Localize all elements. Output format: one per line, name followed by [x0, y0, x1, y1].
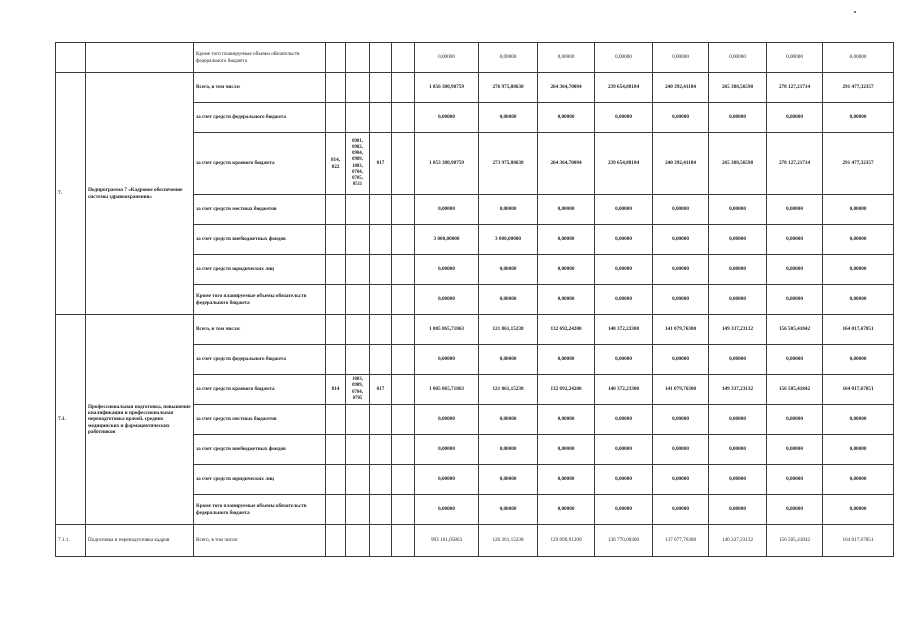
program-name-cell: Подпрограмма 7 «Кадровое обеспечение системы здравоохранения» [86, 73, 194, 315]
amount-cell: 0,00000 [595, 465, 653, 495]
row-number-cell: 7.1.1. [56, 525, 86, 557]
amount-cell: 120 361,15238 [479, 525, 538, 557]
amount-cell: 0,00000 [767, 405, 823, 435]
funding-source-cell: за счет средств федерального бюджета [194, 345, 326, 375]
amount-cell: 0,00000 [538, 225, 595, 255]
amount-cell: 0,00000 [595, 103, 653, 133]
amount-cell: 278 127,21714 [767, 73, 823, 103]
amount-cell: 0,00000 [653, 255, 709, 285]
amount-cell: 140 372,23300 [595, 375, 653, 405]
amount-cell: 1 005 865,71863 [415, 375, 479, 405]
amount-cell: 156 505,41842 [767, 315, 823, 345]
amount-cell: 0,00000 [767, 285, 823, 315]
section-code-cell [346, 195, 370, 225]
expense-type-cell [392, 43, 415, 73]
amount-cell: 0,00000 [767, 255, 823, 285]
amount-cell: 291 477,32357 [823, 133, 894, 195]
amount-cell: 240 392,41184 [653, 133, 709, 195]
amount-cell: 3 000,00000 [479, 225, 538, 255]
grbs-code-cell [326, 345, 346, 375]
amount-cell: 1 853 380,98759 [415, 133, 479, 195]
expense-type-cell [392, 285, 415, 315]
amount-cell: 0,00000 [823, 103, 894, 133]
amount-cell: 132 692,24200 [538, 315, 595, 345]
expense-type-cell [392, 345, 415, 375]
amount-cell: 1 005 865,71863 [415, 315, 479, 345]
funding-source-cell: Всего, в том числе: [194, 73, 326, 103]
grbs-code-cell: 814 [326, 375, 346, 405]
amount-cell: 0,00000 [823, 465, 894, 495]
amount-cell: 132 692,24200 [538, 375, 595, 405]
section-code-cell [346, 495, 370, 525]
table-row [56, 43, 894, 73]
section-code-cell [346, 225, 370, 255]
amount-cell: 121 861,15238 [479, 315, 538, 345]
amount-cell: 0,00000 [538, 495, 595, 525]
amount-cell: 0,00000 [823, 345, 894, 375]
amount-cell: 265 388,56598 [709, 133, 767, 195]
amount-cell: 0,00000 [479, 465, 538, 495]
amount-cell: 0,00000 [653, 285, 709, 315]
target-article-cell [370, 255, 392, 285]
target-article-cell: 017 [370, 133, 392, 195]
table-row [56, 525, 894, 557]
amount-cell: 0,00000 [709, 43, 767, 73]
amount-cell: 0,00000 [538, 255, 595, 285]
section-code-cell [346, 465, 370, 495]
amount-cell: 0,00000 [709, 405, 767, 435]
amount-cell: 0,00000 [709, 225, 767, 255]
target-article-cell: 017 [370, 375, 392, 405]
section-code-cell [346, 345, 370, 375]
expense-type-cell [392, 315, 415, 345]
amount-cell: 0,00000 [538, 345, 595, 375]
section-code-cell [346, 73, 370, 103]
amount-cell: 141 079,76300 [653, 315, 709, 345]
section-code-cell [346, 435, 370, 465]
amount-cell: 276 975,88638 [479, 73, 538, 103]
amount-cell: 0,00000 [479, 255, 538, 285]
amount-cell: 0,00000 [595, 195, 653, 225]
target-article-cell [370, 73, 392, 103]
grbs-code-cell [326, 315, 346, 345]
amount-cell: 993 161,05863 [415, 525, 479, 557]
amount-cell: 0,00000 [653, 43, 709, 73]
section-code-cell [346, 103, 370, 133]
amount-cell: 0,00000 [767, 103, 823, 133]
amount-cell: 0,00000 [595, 435, 653, 465]
amount-cell: 0,00000 [538, 285, 595, 315]
amount-cell: 0,00000 [479, 195, 538, 225]
amount-cell: 265 388,56598 [709, 73, 767, 103]
amount-cell: 0,00000 [709, 435, 767, 465]
funding-source-cell: Кроме того планируемые объемы обязательств федерального бюджета [194, 495, 326, 525]
section-code-cell [346, 255, 370, 285]
expense-type-cell [392, 465, 415, 495]
expense-type-cell [392, 375, 415, 405]
amount-cell: 0,00000 [767, 345, 823, 375]
funding-source-cell: Кроме того планируемые объемы обязательств федерального бюджета [194, 43, 326, 73]
amount-cell: 0,00000 [653, 435, 709, 465]
amount-cell: 0,00000 [653, 195, 709, 225]
amount-cell: 149 337,23132 [709, 315, 767, 345]
target-article-cell [370, 285, 392, 315]
amount-cell: 278 127,21714 [767, 133, 823, 195]
target-article-cell [370, 43, 392, 73]
amount-cell: 273 975,88638 [479, 133, 538, 195]
amount-cell: 0,00000 [823, 195, 894, 225]
amount-cell: 0,00000 [767, 465, 823, 495]
amount-cell: 141 079,76300 [653, 375, 709, 405]
amount-cell: 3 000,00000 [415, 225, 479, 255]
amount-cell: 0,00000 [653, 345, 709, 375]
amount-cell: 0,00000 [709, 345, 767, 375]
section-code-cell [346, 525, 370, 557]
amount-cell: 0,00000 [479, 285, 538, 315]
amount-cell: 0,00000 [538, 405, 595, 435]
amount-cell: 164 017,67851 [823, 375, 894, 405]
expense-type-cell [392, 495, 415, 525]
grbs-code-cell [326, 195, 346, 225]
funding-source-cell: за счет средств федерального бюджета [194, 103, 326, 133]
expense-type-cell [392, 405, 415, 435]
amount-cell: 0,00000 [595, 43, 653, 73]
amount-cell: 0,00000 [709, 495, 767, 525]
amount-cell: 0,00000 [823, 285, 894, 315]
amount-cell: 264 364,70084 [538, 133, 595, 195]
expense-type-cell [392, 195, 415, 225]
amount-cell: 0,00000 [653, 465, 709, 495]
amount-cell: 121 861,15238 [479, 375, 538, 405]
amount-cell: 0,00000 [415, 255, 479, 285]
amount-cell: 0,00000 [595, 255, 653, 285]
amount-cell: 0,00000 [595, 345, 653, 375]
expense-type-cell [392, 103, 415, 133]
amount-cell: 0,00000 [415, 495, 479, 525]
target-article-cell [370, 225, 392, 255]
target-article-cell [370, 405, 392, 435]
section-code-cell [346, 43, 370, 73]
amount-cell: 0,00000 [709, 195, 767, 225]
amount-cell: 0,00000 [415, 103, 479, 133]
amount-cell: 0,00000 [653, 405, 709, 435]
amount-cell: 156 505,41842 [767, 375, 823, 405]
amount-cell: 239 654,88184 [595, 133, 653, 195]
section-code-cell: 0901, 0902, 0904, 0909, 1003, 0704, 0705, 0511 [346, 133, 370, 195]
amount-cell: 140 372,23300 [595, 315, 653, 345]
amount-cell: 0,00000 [823, 405, 894, 435]
funding-source-cell: за счет средств юридических лиц [194, 465, 326, 495]
amount-cell: 0,00000 [823, 255, 894, 285]
section-code-cell [346, 285, 370, 315]
expense-type-cell [392, 255, 415, 285]
expense-type-cell [392, 225, 415, 255]
grbs-code-cell [326, 525, 346, 557]
section-code-cell: 1003, 0909, 0704, 0705 [346, 375, 370, 405]
amount-cell: 0,00000 [415, 43, 479, 73]
table-row [56, 73, 894, 103]
target-article-cell [370, 103, 392, 133]
funding-source-cell: Всего, в том числе: [194, 315, 326, 345]
amount-cell: 0,00000 [823, 495, 894, 525]
target-article-cell [370, 465, 392, 495]
program-name-cell [86, 43, 194, 73]
target-article-cell [370, 345, 392, 375]
funding-source-cell: Кроме того планируемые объемы обязательств федерального бюджета [194, 285, 326, 315]
row-number-cell [56, 43, 86, 73]
amount-cell: 0,00000 [415, 195, 479, 225]
amount-cell: 0,00000 [479, 495, 538, 525]
funding-source-cell: за счет средств краевого бюджета [194, 375, 326, 405]
amount-cell: 0,00000 [709, 103, 767, 133]
expense-type-cell [392, 133, 415, 195]
amount-cell: 0,00000 [653, 225, 709, 255]
program-name-cell: Подготовка и переподготовка кадров [86, 525, 194, 557]
amount-cell: 0,00000 [823, 225, 894, 255]
amount-cell: 0,00000 [479, 103, 538, 133]
amount-cell: 164 017,67851 [823, 525, 894, 557]
amount-cell: 240 392,41184 [653, 73, 709, 103]
grbs-code-cell [326, 405, 346, 435]
amount-cell: 291 477,32357 [823, 73, 894, 103]
amount-cell: 0,00000 [823, 43, 894, 73]
amount-cell: 0,00000 [823, 435, 894, 465]
grbs-code-cell [326, 225, 346, 255]
amount-cell: 140 337,23132 [709, 525, 767, 557]
amount-cell: 0,00000 [415, 285, 479, 315]
funding-source-cell: за счет средств краевого бюджета [194, 133, 326, 195]
expense-type-cell [392, 435, 415, 465]
funding-source-cell: за счет средств юридических лиц [194, 255, 326, 285]
amount-cell: 0,00000 [415, 465, 479, 495]
amount-cell: 0,00000 [595, 285, 653, 315]
section-code-cell [346, 315, 370, 345]
funding-source-cell: за счет средств внебюджетных фондов [194, 435, 326, 465]
amount-cell: 149 337,23132 [709, 375, 767, 405]
row-number-cell: 7. [56, 73, 86, 315]
grbs-code-cell [326, 255, 346, 285]
amount-cell: 156 505,41842 [767, 525, 823, 557]
amount-cell: 0,00000 [595, 225, 653, 255]
amount-cell: 0,00000 [538, 435, 595, 465]
amount-cell: 137 077,76300 [653, 525, 709, 557]
amount-cell: 0,00000 [415, 405, 479, 435]
target-article-cell [370, 315, 392, 345]
funding-source-cell: за счет средств местных бюджетов [194, 195, 326, 225]
amount-cell: 239 654,88184 [595, 73, 653, 103]
amount-cell: 0,00000 [479, 435, 538, 465]
row-number-cell: 7.1. [56, 315, 86, 525]
amount-cell: 0,00000 [538, 465, 595, 495]
amount-cell: 0,00000 [538, 103, 595, 133]
amount-cell: 164 017,67851 [823, 315, 894, 345]
expense-type-cell [392, 525, 415, 557]
target-article-cell [370, 525, 392, 557]
funding-source-cell: Всего, в том числе: [194, 525, 326, 557]
amount-cell: 0,00000 [595, 405, 653, 435]
funding-source-cell: за счет средств местных бюджетов [194, 405, 326, 435]
amount-cell: 0,00000 [479, 405, 538, 435]
amount-cell: 0,00000 [709, 285, 767, 315]
table-row [56, 315, 894, 345]
section-code-cell [346, 405, 370, 435]
amount-cell: 0,00000 [479, 345, 538, 375]
scan-speck [854, 11, 856, 13]
grbs-code-cell: 814, 822 [326, 133, 346, 195]
amount-cell: 0,00000 [709, 255, 767, 285]
amount-cell: 0,00000 [538, 195, 595, 225]
amount-cell: 0,00000 [538, 43, 595, 73]
grbs-code-cell [326, 495, 346, 525]
expense-type-cell [392, 73, 415, 103]
grbs-code-cell [326, 435, 346, 465]
grbs-code-cell [326, 285, 346, 315]
grbs-code-cell [326, 73, 346, 103]
target-article-cell [370, 435, 392, 465]
amount-cell: 0,00000 [709, 465, 767, 495]
budget-table [55, 42, 894, 557]
grbs-code-cell [326, 43, 346, 73]
amount-cell: 0,00000 [767, 495, 823, 525]
amount-cell: 0,00000 [653, 495, 709, 525]
funding-source-cell: за счет средств внебюджетных фондов [194, 225, 326, 255]
amount-cell: 0,00000 [415, 345, 479, 375]
amount-cell: 0,00000 [415, 435, 479, 465]
amount-cell: 0,00000 [767, 435, 823, 465]
target-article-cell [370, 195, 392, 225]
amount-cell: 0,00000 [479, 43, 538, 73]
grbs-code-cell [326, 103, 346, 133]
amount-cell: 136 770,00300 [595, 525, 653, 557]
program-name-cell: Профессиональная подготовка, повышение квалификации и профессиональная переподготовка врачей, средних медицинских и фармацевтических работников [86, 315, 194, 525]
amount-cell: 0,00000 [595, 495, 653, 525]
target-article-cell [370, 495, 392, 525]
amount-cell: 0,00000 [767, 225, 823, 255]
amount-cell: 129 090,91200 [538, 525, 595, 557]
amount-cell: 0,00000 [767, 43, 823, 73]
amount-cell: 1 856 380,98759 [415, 73, 479, 103]
amount-cell: 264 364,70084 [538, 73, 595, 103]
grbs-code-cell [326, 465, 346, 495]
amount-cell: 0,00000 [653, 103, 709, 133]
amount-cell: 0,00000 [767, 195, 823, 225]
